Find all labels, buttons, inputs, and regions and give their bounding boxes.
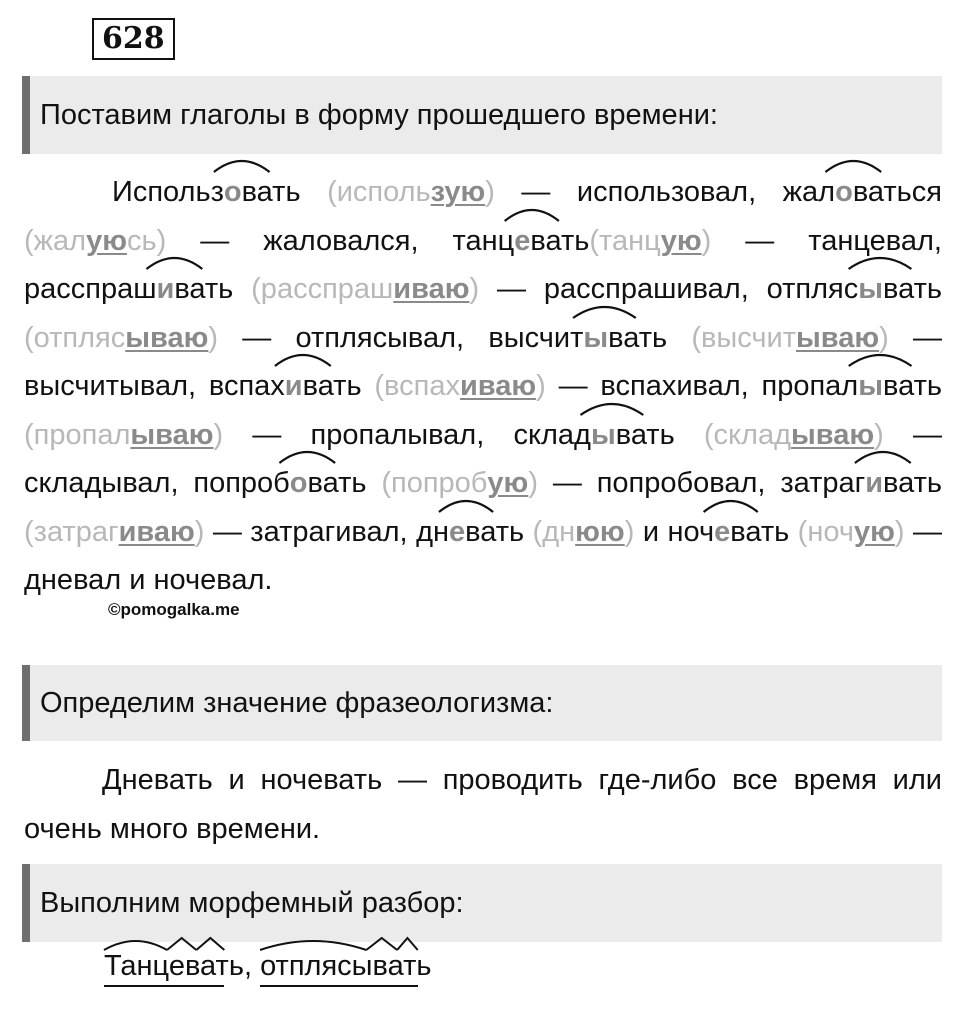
- root-arc: [104, 941, 167, 950]
- suffix-word: складывать: [513, 411, 674, 460]
- suffix-arc: [667, 496, 789, 514]
- suffix-arc-path: [581, 404, 644, 415]
- suffix-word: жаловаться: [783, 168, 942, 217]
- suffix-word: попробовать: [193, 459, 366, 508]
- suffix-arc: [24, 253, 233, 271]
- suffix-arc: [783, 156, 942, 174]
- hint: (пропалываю): [24, 418, 224, 451]
- suffix-arc-path: [855, 452, 911, 463]
- suffix-word: дневать: [416, 508, 524, 557]
- morpheme-analysis: Танцевать , отплясывать: [104, 950, 431, 983]
- hint: (жалуюсь): [24, 224, 167, 257]
- suffix-arc-path: [848, 355, 911, 366]
- suffix-arc: [488, 302, 667, 320]
- morph-word-otplyasyvat: отплясывать: [260, 950, 431, 983]
- suffix-arc-path: [704, 501, 758, 512]
- suffix-arc-path: [214, 161, 270, 172]
- suffix-arc-path: [146, 258, 202, 269]
- suffix-arc-path: [504, 210, 558, 221]
- section-header-phraseology: [22, 665, 942, 741]
- suffix-arc: [762, 350, 942, 368]
- stem-underline: [104, 982, 224, 987]
- suffix-word: вспахивать: [209, 362, 362, 411]
- suffix-mark: [397, 938, 418, 950]
- suffix-arc-path: [573, 307, 636, 318]
- suffix-word: высчитывать: [488, 314, 667, 363]
- suffix-arc: [112, 156, 301, 174]
- hint: (высчитываю): [667, 321, 889, 354]
- hint: (попробую): [366, 467, 538, 499]
- hint: (ночую): [789, 515, 905, 548]
- hint: (отплясываю): [24, 321, 219, 354]
- suffix-arc: [209, 350, 362, 368]
- hint: (днюю): [524, 515, 635, 548]
- suffix-mark: [196, 938, 224, 950]
- section-title: Определим значение фразеологизма:: [40, 686, 554, 719]
- suffix-arc-path: [825, 161, 881, 172]
- suffix-word: затрагивать: [780, 459, 942, 508]
- suffix-mark: [366, 938, 397, 950]
- hint: (использую): [300, 176, 495, 208]
- section-title: Выполним морфемный разбор:: [40, 886, 464, 919]
- section-title: Поставим глаголы в форму прошедшего времени:: [40, 98, 718, 131]
- stem-underline: [260, 982, 418, 987]
- root-arc: [260, 941, 366, 950]
- hint: (вспахиваю): [361, 370, 546, 402]
- watermark: ©pomogalka.me: [108, 600, 240, 619]
- section-header-morpheme: [22, 864, 942, 942]
- suffix-arc-path: [280, 452, 336, 463]
- suffix-arc-path: [439, 501, 493, 512]
- morpheme-marks: [260, 936, 431, 952]
- suffix-word: пропалывать: [762, 362, 942, 411]
- section-header-past-tense: [22, 76, 942, 154]
- hint: (танцую): [589, 224, 712, 257]
- exercise-number: 628: [92, 18, 175, 60]
- verbs-paragraph: Использовать (использую) — использовал, жаловаться (жалуюсь) — жаловался, танцевать (танцую) — танцевал, расспрашивать (расспрашиваю) — расспрашивал, отплясывать (отплясываю) — отплясывал, высчитывать (высчитываю) — высчитывал, вспахивать (вспахиваю) — вспахивал, пропалывать (пропалываю) — пропалывал, складывать (складываю) — складывал, попробовать (попробую) — попробовал, затрагивать (затрагиваю) — затрагивал, дневать (днюю) и ночевать (ночую) — дневал и ночевал.: [24, 168, 942, 605]
- suffix-word: танцевать: [453, 217, 590, 266]
- suffix-arc: [780, 447, 942, 465]
- suffix-word: расспрашивать: [24, 265, 233, 314]
- meaning-paragraph: Дневать и ночевать — проводить где-либо все время или очень много времени.: [24, 764, 942, 845]
- suffix-word: Использовать: [112, 168, 301, 217]
- morpheme-marks: [104, 936, 244, 952]
- suffix-arc: [767, 253, 942, 271]
- hint: (расспрашиваю): [233, 273, 480, 305]
- suffix-arc: [453, 205, 590, 223]
- suffix-word: отплясывать: [767, 265, 942, 314]
- morph-word-tancevat: Танцевать: [104, 950, 244, 983]
- suffix-arc-path: [275, 355, 331, 366]
- suffix-mark: [167, 938, 196, 950]
- hint: (складываю): [674, 418, 884, 451]
- hint: (затрагиваю): [24, 515, 205, 548]
- suffix-arc: [513, 399, 674, 417]
- suffix-arc: [193, 447, 366, 465]
- suffix-arc: [416, 496, 524, 514]
- suffix-word: ночевать: [667, 508, 789, 557]
- suffix-arc-path: [848, 258, 911, 269]
